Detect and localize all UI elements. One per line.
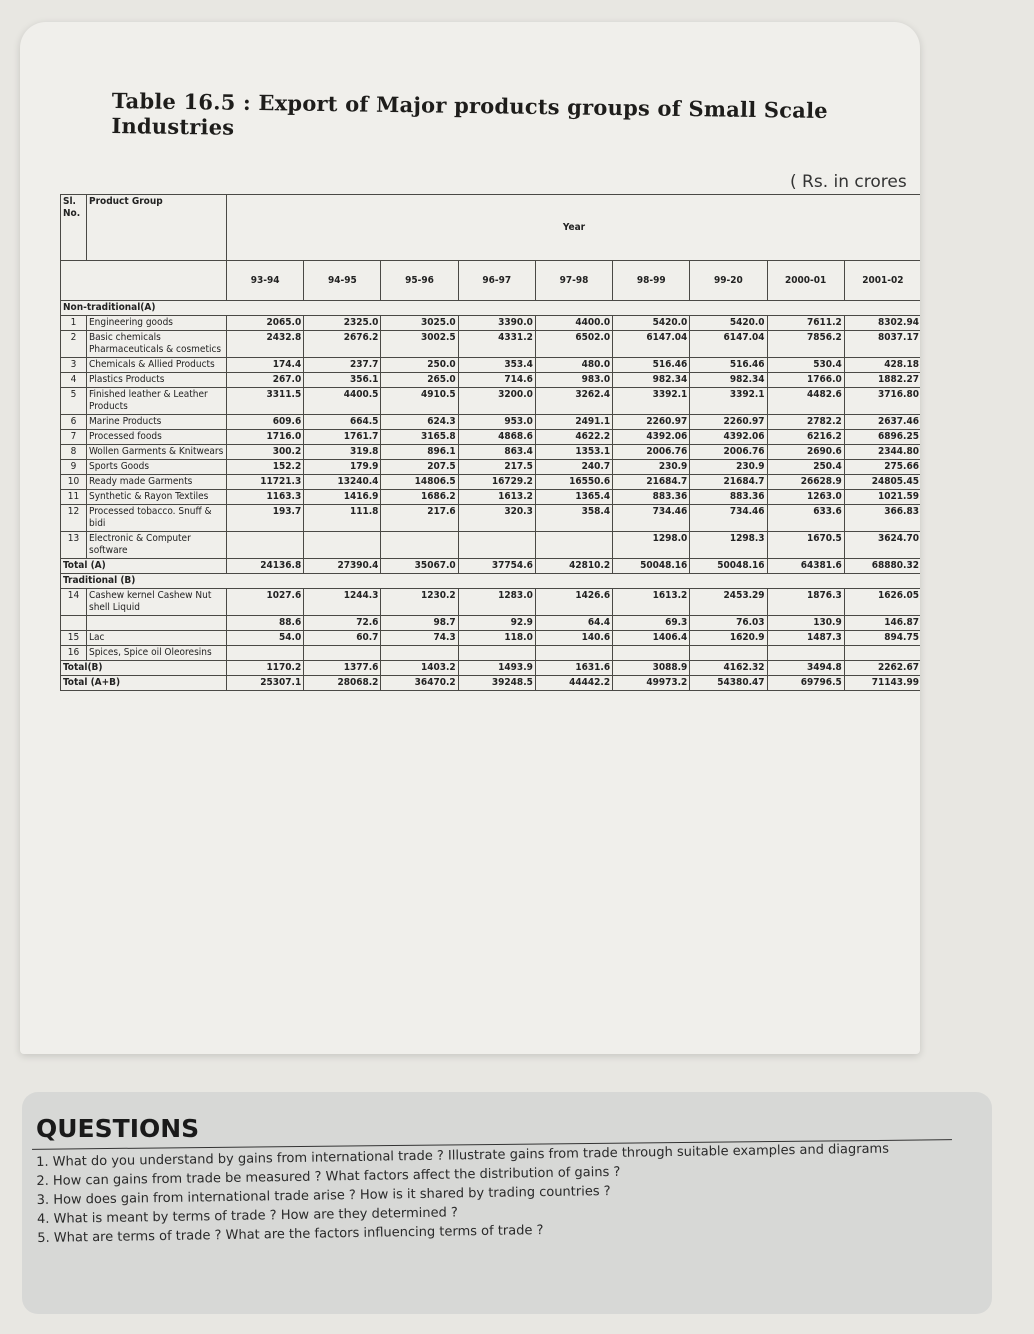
value-cell: 64.4 [535, 616, 612, 631]
table-row [61, 490, 921, 505]
row-sno: 4 [61, 373, 87, 388]
table-row [61, 388, 921, 415]
value-cell [844, 646, 920, 661]
question-item: 2. How can gains from trade be measured ? What factors affect the distribution of gains ? [36, 1164, 621, 1189]
value-cell: 27390.4 [304, 559, 381, 574]
value-cell [381, 532, 458, 559]
value-cell: 1493.9 [458, 661, 535, 676]
value-cell: 217.6 [381, 505, 458, 532]
value-cell: 1021.59 [844, 490, 920, 505]
value-cell: 207.5 [381, 460, 458, 475]
value-cell: 664.5 [304, 415, 381, 430]
year-col-header: 99-20 [690, 261, 767, 301]
export-table [60, 194, 920, 691]
value-cell [767, 646, 844, 661]
value-cell: 1377.6 [304, 661, 381, 676]
row-product: Spices, Spice oil Oleoresins [87, 646, 227, 661]
value-cell: 54380.47 [690, 676, 767, 691]
value-cell: 734.46 [690, 505, 767, 532]
value-cell: 39248.5 [458, 676, 535, 691]
value-cell: 5420.0 [613, 316, 690, 331]
table-row [61, 415, 921, 430]
table-row [61, 316, 921, 331]
textbook-page [20, 22, 920, 1054]
year-col-header: 93-94 [227, 261, 304, 301]
value-cell: 300.2 [227, 445, 304, 460]
questions-heading: QUESTIONS [36, 1114, 200, 1143]
value-cell: 1403.2 [381, 661, 458, 676]
year-col-header: 94-95 [304, 261, 381, 301]
row-product: Wollen Garments & Knitwears [87, 445, 227, 460]
value-cell: 76.03 [690, 616, 767, 631]
row-product: Processed tobacco. Snuff & bidi [87, 505, 227, 532]
value-cell: 1230.2 [381, 589, 458, 616]
value-cell: 356.1 [304, 373, 381, 388]
value-cell: 25307.1 [227, 676, 304, 691]
total-label: Total(B) [61, 661, 227, 676]
value-cell: 1716.0 [227, 430, 304, 445]
value-cell: 624.3 [381, 415, 458, 430]
value-cell [535, 532, 612, 559]
row-sno: 5 [61, 388, 87, 415]
value-cell: 1416.9 [304, 490, 381, 505]
value-cell: 480.0 [535, 358, 612, 373]
value-cell: 267.0 [227, 373, 304, 388]
value-cell: 2006.76 [690, 445, 767, 460]
value-cell: 98.7 [381, 616, 458, 631]
value-cell: 516.46 [690, 358, 767, 373]
header-row-top [61, 195, 921, 261]
row-sno: 16 [61, 646, 87, 661]
row-sno: 6 [61, 415, 87, 430]
value-cell: 21684.7 [613, 475, 690, 490]
value-cell: 896.1 [381, 445, 458, 460]
total-row [61, 661, 921, 676]
value-cell: 1244.3 [304, 589, 381, 616]
value-cell: 4162.32 [690, 661, 767, 676]
row-sno: 15 [61, 631, 87, 646]
section-label: Non-traditional(A) [61, 301, 921, 316]
value-cell: 3002.5 [381, 331, 458, 358]
table-row [61, 358, 921, 373]
table-row [61, 373, 921, 388]
value-cell: 4482.6 [767, 388, 844, 415]
value-cell: 8302.94 [844, 316, 920, 331]
section-label: Traditional (B) [61, 574, 921, 589]
value-cell: 2262.67 [844, 661, 920, 676]
value-cell: 609.6 [227, 415, 304, 430]
value-cell: 1613.2 [613, 589, 690, 616]
value-cell: 3262.4 [535, 388, 612, 415]
value-cell: 883.36 [690, 490, 767, 505]
value-cell: 3392.1 [690, 388, 767, 415]
value-cell: 230.9 [613, 460, 690, 475]
value-cell: 3716.80 [844, 388, 920, 415]
value-cell [381, 646, 458, 661]
value-cell: 4622.2 [535, 430, 612, 445]
value-cell: 320.3 [458, 505, 535, 532]
value-cell: 8037.17 [844, 331, 920, 358]
value-cell: 3390.0 [458, 316, 535, 331]
value-cell: 366.83 [844, 505, 920, 532]
value-cell: 1027.6 [227, 589, 304, 616]
value-cell: 50048.16 [690, 559, 767, 574]
value-cell: 74.3 [381, 631, 458, 646]
value-cell: 14806.5 [381, 475, 458, 490]
row-sno: 11 [61, 490, 87, 505]
value-cell: 44442.2 [535, 676, 612, 691]
year-col-header: 97-98 [535, 261, 612, 301]
value-cell: 6147.04 [613, 331, 690, 358]
value-cell: 64381.6 [767, 559, 844, 574]
row-product: Finished leather & Leather Products [87, 388, 227, 415]
value-cell: 734.46 [613, 505, 690, 532]
section-row [61, 301, 921, 316]
questions-box [22, 1092, 992, 1314]
table-body [61, 301, 921, 691]
value-cell: 72.6 [304, 616, 381, 631]
value-cell: 1426.6 [535, 589, 612, 616]
value-cell: 4392.06 [690, 430, 767, 445]
row-sno: 7 [61, 430, 87, 445]
value-cell: 71143.99 [844, 676, 920, 691]
total-row [61, 559, 921, 574]
value-cell: 4910.5 [381, 388, 458, 415]
value-cell: 174.4 [227, 358, 304, 373]
value-cell: 1766.0 [767, 373, 844, 388]
value-cell: 982.34 [613, 373, 690, 388]
value-cell: 16550.6 [535, 475, 612, 490]
value-cell: 4868.6 [458, 430, 535, 445]
table-row [61, 589, 921, 616]
value-cell: 50048.16 [613, 559, 690, 574]
value-cell: 1170.2 [227, 661, 304, 676]
value-cell: 21684.7 [690, 475, 767, 490]
value-cell [690, 646, 767, 661]
value-cell: 5420.0 [690, 316, 767, 331]
year-col-header: 98-99 [613, 261, 690, 301]
value-cell: 250.4 [767, 460, 844, 475]
value-cell: 2676.2 [304, 331, 381, 358]
value-cell: 1670.5 [767, 532, 844, 559]
value-cell: 69.3 [613, 616, 690, 631]
value-cell: 353.4 [458, 358, 535, 373]
value-cell: 1626.05 [844, 589, 920, 616]
value-cell: 1365.4 [535, 490, 612, 505]
value-cell: 1761.7 [304, 430, 381, 445]
total-row [61, 676, 921, 691]
row-sno: 12 [61, 505, 87, 532]
table-row [61, 475, 921, 490]
row-sno: 3 [61, 358, 87, 373]
value-cell: 179.9 [304, 460, 381, 475]
value-cell: 633.6 [767, 505, 844, 532]
value-cell: 36470.2 [381, 676, 458, 691]
value-cell: 1283.0 [458, 589, 535, 616]
value-cell: 69796.5 [767, 676, 844, 691]
value-cell [613, 646, 690, 661]
value-cell: 2006.76 [613, 445, 690, 460]
value-cell: 358.4 [535, 505, 612, 532]
table-row [61, 646, 921, 661]
value-cell: 3088.9 [613, 661, 690, 676]
table-title: Table 16.5 : Export of Major products groups of Small Scale Industries [111, 88, 828, 140]
value-cell [304, 532, 381, 559]
value-cell [535, 646, 612, 661]
value-cell: 16729.2 [458, 475, 535, 490]
question-item: 1. What do you understand by gains from international trade ? Illustrate gains from trade through suitable examples and diagrams [36, 1141, 890, 1170]
value-cell: 3025.0 [381, 316, 458, 331]
value-cell: 3392.1 [613, 388, 690, 415]
row-product: Cashew kernel Cashew Nut shell Liquid [87, 589, 227, 616]
row-product: Synthetic & Rayon Textiles [87, 490, 227, 505]
value-cell: 428.18 [844, 358, 920, 373]
unit-note: ( Rs. in crores [790, 172, 907, 192]
value-cell: 152.2 [227, 460, 304, 475]
row-product: Marine Products [87, 415, 227, 430]
value-cell: 3311.5 [227, 388, 304, 415]
row-sno: 14 [61, 589, 87, 616]
value-cell: 6216.2 [767, 430, 844, 445]
value-cell: 6147.04 [690, 331, 767, 358]
table-row [61, 430, 921, 445]
value-cell [458, 532, 535, 559]
value-cell: 1163.3 [227, 490, 304, 505]
value-cell: 3494.8 [767, 661, 844, 676]
value-cell: 1876.3 [767, 589, 844, 616]
value-cell: 24136.8 [227, 559, 304, 574]
year-col-header: 96-97 [458, 261, 535, 301]
value-cell: 2432.8 [227, 331, 304, 358]
question-item: 4. What is meant by terms of trade ? How are they determined ? [36, 1205, 458, 1227]
value-cell: 24805.45 [844, 475, 920, 490]
value-cell: 68880.32 [844, 559, 920, 574]
table-row [61, 616, 921, 631]
row-sno: 2 [61, 331, 87, 358]
value-cell [227, 646, 304, 661]
value-cell [227, 532, 304, 559]
question-item: 3. How does gain from international trade arise ? How is it shared by trading countries ? [36, 1183, 611, 1208]
value-cell: 4400.5 [304, 388, 381, 415]
value-cell: 2344.80 [844, 445, 920, 460]
value-cell: 130.9 [767, 616, 844, 631]
value-cell: 2491.1 [535, 415, 612, 430]
value-cell: 1882.27 [844, 373, 920, 388]
row-product: Basic chemicals Pharmaceuticals & cosmetics [87, 331, 227, 358]
row-sno [61, 616, 87, 631]
section-row [61, 574, 921, 589]
value-cell: 1620.9 [690, 631, 767, 646]
row-product: Lac [87, 631, 227, 646]
value-cell: 193.7 [227, 505, 304, 532]
value-cell: 1298.3 [690, 532, 767, 559]
value-cell: 863.4 [458, 445, 535, 460]
table-row [61, 460, 921, 475]
value-cell: 54.0 [227, 631, 304, 646]
row-product: Ready made Garments [87, 475, 227, 490]
value-cell: 530.4 [767, 358, 844, 373]
value-cell: 883.36 [613, 490, 690, 505]
value-cell: 714.6 [458, 373, 535, 388]
value-cell [458, 646, 535, 661]
table-row [61, 331, 921, 358]
value-cell: 28068.2 [304, 676, 381, 691]
value-cell: 982.34 [690, 373, 767, 388]
row-product: Engineering goods [87, 316, 227, 331]
year-col-header: 2001-02 [844, 261, 920, 301]
value-cell: 4400.0 [535, 316, 612, 331]
value-cell: 2260.97 [690, 415, 767, 430]
value-cell: 6502.0 [535, 331, 612, 358]
question-item: 5. What are terms of trade ? What are the factors influencing terms of trade ? [37, 1223, 544, 1246]
value-cell: 2637.46 [844, 415, 920, 430]
value-cell: 7856.2 [767, 331, 844, 358]
value-cell: 2325.0 [304, 316, 381, 331]
year-col-header: 2000-01 [767, 261, 844, 301]
value-cell: 2065.0 [227, 316, 304, 331]
value-cell: 146.87 [844, 616, 920, 631]
value-cell: 1406.4 [613, 631, 690, 646]
value-cell: 13240.4 [304, 475, 381, 490]
row-product: Processed foods [87, 430, 227, 445]
row-product: Plastics Products [87, 373, 227, 388]
row-sno: 9 [61, 460, 87, 475]
row-sno: 1 [61, 316, 87, 331]
value-cell: 60.7 [304, 631, 381, 646]
row-product: Chemicals & Allied Products [87, 358, 227, 373]
value-cell: 3165.8 [381, 430, 458, 445]
row-sno: 8 [61, 445, 87, 460]
product-header: Product Group [87, 195, 227, 261]
value-cell: 1613.2 [458, 490, 535, 505]
value-cell: 92.9 [458, 616, 535, 631]
value-cell: 42810.2 [535, 559, 612, 574]
value-cell: 516.46 [613, 358, 690, 373]
value-cell: 2690.6 [767, 445, 844, 460]
row-sno: 10 [61, 475, 87, 490]
value-cell: 7611.2 [767, 316, 844, 331]
value-cell: 35067.0 [381, 559, 458, 574]
value-cell: 6896.25 [844, 430, 920, 445]
value-cell: 49973.2 [613, 676, 690, 691]
value-cell: 1686.2 [381, 490, 458, 505]
value-cell: 1487.3 [767, 631, 844, 646]
total-label: Total (A+B) [61, 676, 227, 691]
value-cell: 275.66 [844, 460, 920, 475]
table-row [61, 532, 921, 559]
value-cell: 250.0 [381, 358, 458, 373]
row-product [87, 616, 227, 631]
value-cell: 4392.06 [613, 430, 690, 445]
total-label: Total (A) [61, 559, 227, 574]
blank-header [61, 261, 227, 301]
header-row-years [61, 261, 921, 301]
row-product: Electronic & Computer software [87, 532, 227, 559]
value-cell: 953.0 [458, 415, 535, 430]
sno-header: Sl. No. [61, 195, 87, 261]
value-cell: 3200.0 [458, 388, 535, 415]
table-row [61, 631, 921, 646]
value-cell [304, 646, 381, 661]
value-cell: 1263.0 [767, 490, 844, 505]
value-cell: 26628.9 [767, 475, 844, 490]
table-row [61, 505, 921, 532]
value-cell: 894.75 [844, 631, 920, 646]
row-product: Sports Goods [87, 460, 227, 475]
value-cell: 4331.2 [458, 331, 535, 358]
value-cell: 319.8 [304, 445, 381, 460]
value-cell: 2453.29 [690, 589, 767, 616]
row-sno: 13 [61, 532, 87, 559]
value-cell: 265.0 [381, 373, 458, 388]
questions-list [36, 1139, 967, 1249]
value-cell: 11721.3 [227, 475, 304, 490]
value-cell: 88.6 [227, 616, 304, 631]
year-col-header: 95-96 [381, 261, 458, 301]
value-cell: 140.6 [535, 631, 612, 646]
value-cell: 237.7 [304, 358, 381, 373]
value-cell: 983.0 [535, 373, 612, 388]
value-cell: 1353.1 [535, 445, 612, 460]
value-cell: 3624.70 [844, 532, 920, 559]
value-cell: 2782.2 [767, 415, 844, 430]
value-cell: 118.0 [458, 631, 535, 646]
value-cell: 111.8 [304, 505, 381, 532]
value-cell: 37754.6 [458, 559, 535, 574]
table-row [61, 445, 921, 460]
value-cell: 2260.97 [613, 415, 690, 430]
value-cell: 217.5 [458, 460, 535, 475]
value-cell: 1631.6 [535, 661, 612, 676]
value-cell: 240.7 [535, 460, 612, 475]
value-cell: 230.9 [690, 460, 767, 475]
value-cell: 1298.0 [613, 532, 690, 559]
year-header: Year [227, 195, 921, 261]
